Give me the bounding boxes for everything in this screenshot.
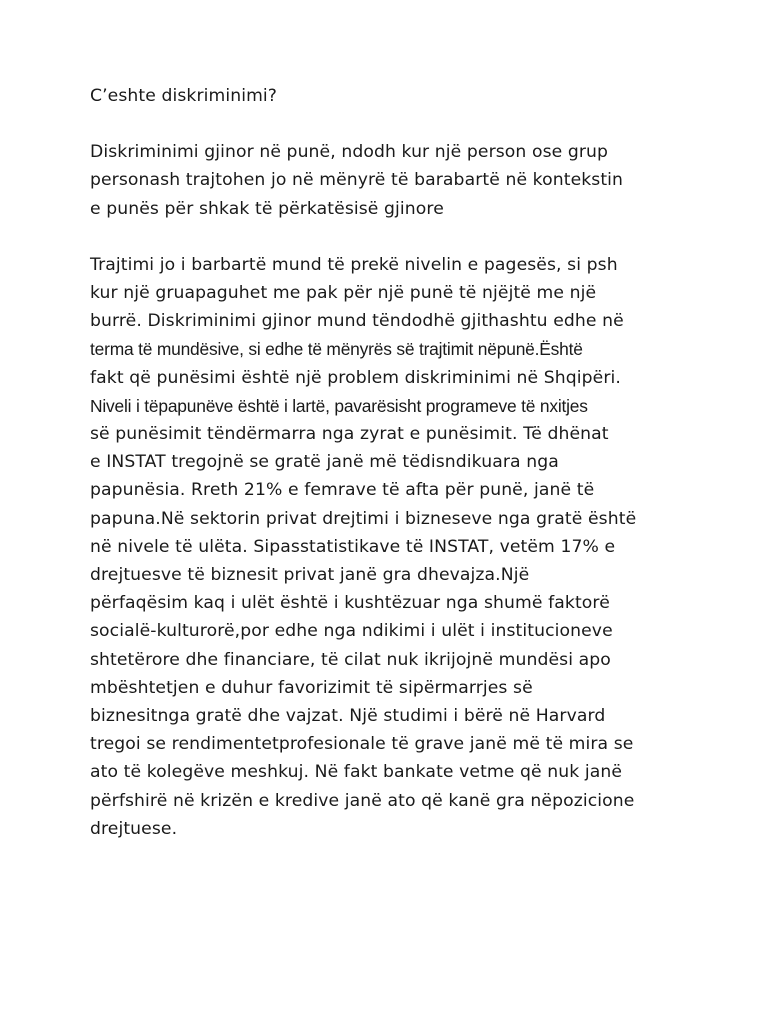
paragraph-details [90,251,690,843]
text-line: biznesitnga gratë dhe vajzat. Një studimi i bërë në Harvard [90,706,606,727]
text-line: papunësia. Rreth 21% e femrave të afta për punë, janë të [90,480,595,501]
text-line: së punësimit tëndërmarra nga zyrat e punësimit. Të dhënat [90,424,609,445]
text-line: në nivele të ulëta. Sipasstatistikave të INSTAT, vetëm 17% e [90,536,616,557]
text-line: personash trajtohen jo në mënyrë të barabartë në kontekstin [90,170,624,191]
text-line: përfshirë në krizën e kredive janë ato që kanë gra nëpozicione [90,790,635,811]
text-line: drejtuesve të biznesit privat janë gra dhevajza.Një [90,565,530,586]
text-line: tregoi se rendimentetprofesionale të grave janë më të mira se [90,734,634,755]
document-title: C’eshte diskriminimi? [90,86,278,106]
text-line: ato të kolegëve meshkuj. Në fakt bankate vetme që nuk janë [90,762,623,783]
text-line: shtetërore dhe financiare, të cilat nuk ikrijojnë mundësi apo [90,649,611,670]
text-line: socialë-kulturorë,por edhe nga ndikimi i ulët i institucioneve [90,621,613,642]
text-line: burrë. Diskriminimi gjinor mund tëndodhë gjithashtu edhe në [90,311,624,332]
text-line: fakt që punësimi është një problem diskriminimi në Shqipëri. [90,367,621,388]
document-body [90,82,690,871]
text-line: e punës për shkak të përkatësisë gjinore [90,198,444,219]
text-line: Diskriminimi gjinor në punë, ndodh kur një person ose grup [90,142,609,163]
text-line: kur një gruapaguhet me pak për një punë të njëjtë me një [90,283,597,304]
text-line: papuna.Në sektorin privat drejtimi i bizneseve nga gratë është [90,508,637,529]
paragraph-definition [90,138,690,223]
text-line: Trajtimi jo i barbartë mund të prekë nivelin e pagesës, si psh [90,254,618,275]
text-line: Niveli i tëpapunëve është i lartë, pavarësisht programeve të nxitjes [90,395,588,416]
text-line: e INSTAT tregojnë se gratë janë më tëdisndikuara nga [90,452,559,473]
text-line: mbështetjen e duhur favorizimit të sipërmarrjes së [90,677,533,698]
text-line: terma të mundësive, si edhe të mënyrës së trajtimit nëpunë.Është [90,339,583,360]
text-line: përfaqësim kaq i ulët është i kushtëzuar nga shumë faktorë [90,593,610,614]
text-line: drejtuese. [90,818,178,839]
